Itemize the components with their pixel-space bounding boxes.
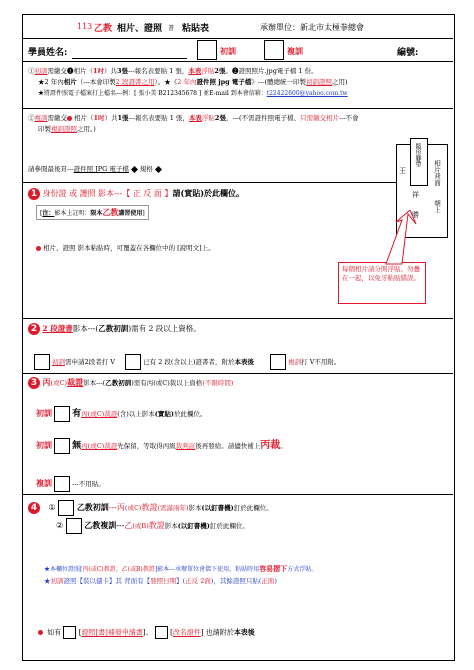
section2-options: 初訓需申請2段者打 V 已有 2 段(含以上)證書者，附於本表後 複訓打 V不用附。 xyxy=(34,354,340,370)
photo-col1: 王 xyxy=(399,167,406,175)
has-2dan-checkbox[interactable] xyxy=(125,354,141,370)
contact-email-link[interactable]: t22422600@yahoo.com.tw xyxy=(266,90,348,97)
initial-checkbox[interactable] xyxy=(197,40,217,60)
header-title-small: 書 xyxy=(168,25,175,32)
apply-2dan-checkbox[interactable] xyxy=(34,354,50,370)
preview-row: 請參閱最後頁---證件照 JPG 電子檔 規格 xyxy=(28,164,164,173)
retrain-c-ref-checkbox[interactable] xyxy=(54,476,70,492)
photo-col3: 勝 xyxy=(412,211,419,219)
photo-right-a: 相片背面 xyxy=(433,160,441,186)
callout-box: 每個相片請分開浮貼。勿疊在一起，以免牙粘貼錯誤。 xyxy=(338,262,426,304)
section4-row1: 4 ① 乙教初訓---丙(或C)教證(需滿兩年)影本(以釘書機)釘於此欄位。 xyxy=(28,500,273,516)
preview-divider xyxy=(22,182,396,183)
header-title-c: 粘貼表 xyxy=(182,24,210,34)
photo-tab-label: 隨形腳帶 xyxy=(414,143,421,167)
red-dot-icon xyxy=(38,630,43,635)
initial-c-coach-checkbox[interactable] xyxy=(58,500,74,516)
student-name-underline xyxy=(72,58,187,59)
student-row xyxy=(22,39,453,61)
initial-docs-line3: ★將證件照電子檔案打上檔名---例：[ 張小美 B212345678 ] 並E-mail 到本會信箱：t22422600@yahoo.com.tw xyxy=(38,90,348,97)
section1-photo-note: 相片、證照 影本粘貼時，可覆蓋在各欄位中的 [說明文]上。 xyxy=(36,243,215,252)
number-4-icon: 4 xyxy=(28,502,40,514)
initial-label: 初訓 xyxy=(220,46,236,56)
student-divider xyxy=(22,61,453,62)
retrain-docs-section xyxy=(28,113,448,143)
section1-divider xyxy=(22,318,453,319)
number-3-icon: 3 xyxy=(28,377,40,389)
section3-row1: 初訓 有丙(或C)裁證(含)以上影本(實貼)於此欄位。 xyxy=(36,406,206,422)
retrain-b-coach-checkbox[interactable] xyxy=(66,518,82,534)
section2-heading: 2 2 段證書影本---(乙教初訓)需有 2 段以上資格。 xyxy=(28,323,201,335)
organizer-value: 新北市太極拳總會 xyxy=(300,23,364,32)
header-title-b: 相片、證照 xyxy=(117,24,163,34)
reissue-form-checkbox[interactable] xyxy=(63,626,76,639)
section1-heading: 1 身份證 或 護照 影本---【 正 反 面 】請(實貼)於此欄位。 xyxy=(28,188,244,200)
no-c-ref-checkbox[interactable] xyxy=(54,438,70,454)
section3-divider xyxy=(22,494,453,495)
initial-docs-section xyxy=(28,66,448,108)
section3-row3: 複訓 ---不用貼。 xyxy=(36,476,105,492)
section4-row2: ② 乙教複訓---乙(或B)教證影本(以釘書機)釘於此欄位。 xyxy=(56,518,249,534)
callout-arrow xyxy=(380,210,420,266)
organizer-label: 承辦單位： xyxy=(260,23,300,32)
retrain-2dan-checkbox[interactable] xyxy=(270,354,286,370)
diamond-icon xyxy=(155,165,162,172)
initial-docs-line2: ★2 年內相片（---本會印製2 段證書之用）。★《2 年內證件照 jpg 電子檔》---(體總統一印製初訓證照之用) xyxy=(38,78,348,86)
footer-row: 如有 [證照[書]補發申請書]、 [改名證件] 也請附於本表後 xyxy=(38,626,255,639)
retrain-checkbox[interactable] xyxy=(264,40,284,60)
section1-note: [注：影本上註明：限本乙教講習使用] xyxy=(36,205,149,220)
number-2-icon: 2 xyxy=(28,323,40,335)
student-name-label: 學員姓名: xyxy=(28,48,68,58)
retrain-docs-line1: ②複訓需繳交 相片（1吋）共1張---報名表要貼 1 張，本表浮貼2張，---(不需證件照電子檔、只需繳交相片---不會 xyxy=(28,114,359,122)
initial-docs-divider xyxy=(22,108,453,109)
header-year: 113 xyxy=(77,22,93,31)
section4-note1: ★本欄位證照[丙(或C)教證、乙(或B)教證]影本---承辦單位會摺下使用，粘貼時用容易摺下方式浮貼。 xyxy=(44,564,318,573)
diamond-icon xyxy=(131,165,138,172)
has-c-ref-checkbox[interactable] xyxy=(54,406,70,422)
header-title-a: 乙教 xyxy=(94,24,113,34)
section4-note2: ★初訓證照【裝以儲卡】其 背面有【發照日期】(正反 2面)，其餘證照只貼(正面) xyxy=(44,577,277,585)
section3-row2: 初訓 無丙(或C)裁證先保留，等取得丙級裁判証後再發給。請儘快補上丙裁。 xyxy=(36,436,287,454)
retrain-label: 複訓 xyxy=(287,46,303,56)
retrain-docs-line2: 印製複訓證照之用。) xyxy=(38,125,96,133)
id-label: 編號: xyxy=(397,48,419,58)
jpg-spec-link[interactable]: 證件照 JPG 電子檔 xyxy=(73,165,129,173)
name-change-checkbox[interactable] xyxy=(155,626,168,639)
photo-col2: 祥 xyxy=(412,191,419,199)
section2-divider xyxy=(22,373,453,374)
initial-docs-line1: ①初訓需繳交❶相片（1吋）共3張---報名表要貼 1 張，本表浮貼2張。❷證照照片.jpg電子檔 1 份。 xyxy=(28,67,318,75)
section3-heading: 3 丙(或C)裁證影本---(乙教初訓)需有丙(或C)裁以上資格(不限時間) xyxy=(28,377,233,389)
number-1-icon: 1 xyxy=(28,188,40,200)
red-dot-icon xyxy=(36,246,41,251)
photo-right-b: 朝上 xyxy=(433,200,441,213)
header xyxy=(22,18,453,38)
